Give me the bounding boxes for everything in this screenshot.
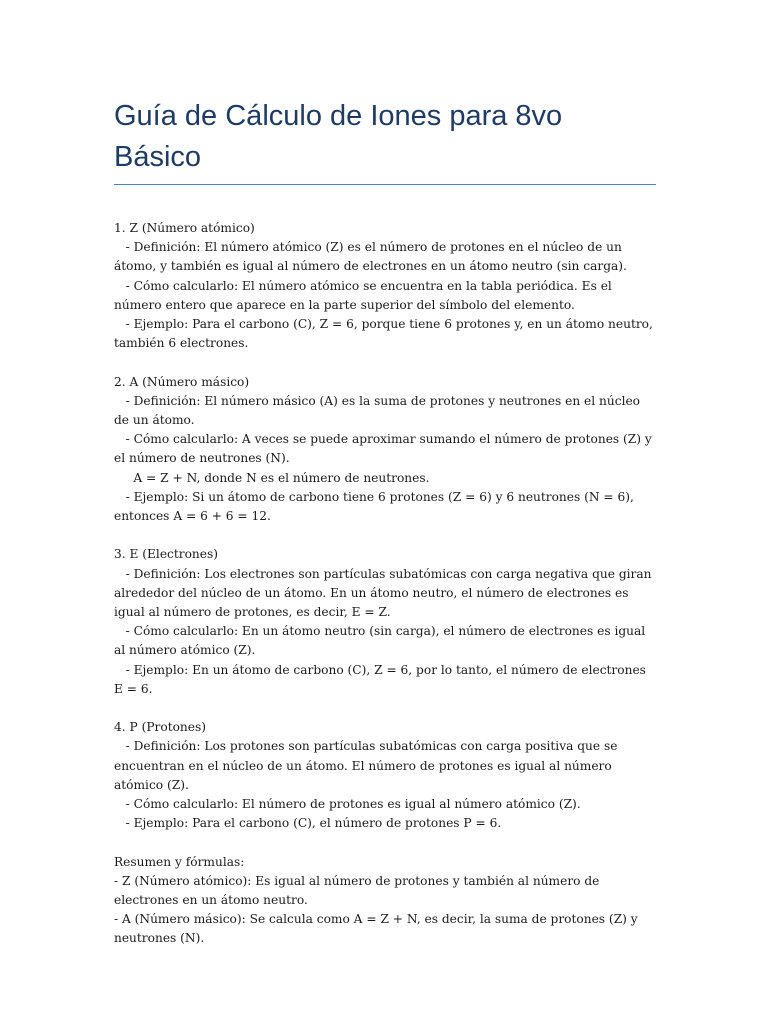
section-line: - Definición: Los electrones son partículas subatómicas con carga negativa que giran alrededor del núcleo de un átomo. En un átomo neutro, el número de electrones es igual al número de protones, es decir, E = Z. xyxy=(114,566,656,620)
summary-line: - A (Número másico): Se calcula como A = Z + N, es decir, la suma de protones (Z) y neutrones (N). xyxy=(114,912,642,946)
section-formula: A = Z + N, donde N es el número de neutrones. xyxy=(114,470,430,485)
document-title: Guía de Cálculo de Iones para 8vo Básico xyxy=(114,96,656,185)
section-line: - Ejemplo: Para el carbono (C), Z = 6, porque tiene 6 protones y, en un átomo neutro, también 6 electrones. xyxy=(114,317,657,351)
section-line: - Ejemplo: En un átomo de carbono (C), Z = 6, por lo tanto, el número de electrones E = 6. xyxy=(114,662,650,696)
section-heading: Resumen y fórmulas: xyxy=(114,854,245,869)
section-line: - Cómo calcularlo: A veces se puede aproximar sumando el número de protones (Z) y el número de neutrones (N). xyxy=(114,432,656,466)
section-heading: 4. P (Protones) xyxy=(114,720,207,735)
section-mass-number xyxy=(114,373,656,527)
summary-line: - Z (Número atómico): Es igual al número de protones y también al número de electrones en un átomo neutro. xyxy=(114,873,604,908)
document-page xyxy=(114,96,656,968)
section-atomic-number xyxy=(114,219,656,353)
section-heading: 2. A (Número másico) xyxy=(114,374,250,389)
section-heading: 3. E (Electrones) xyxy=(114,547,218,562)
section-line: - Cómo calcularlo: El número atómico se encuentra en la tabla periódica. Es el número entero que aparece en la parte superior del símbolo del elemento. xyxy=(114,278,616,312)
section-line: - Ejemplo: Para el carbono (C), el número de protones P = 6. xyxy=(114,816,502,831)
section-summary xyxy=(114,853,656,949)
section-line: - Ejemplo: Si un átomo de carbono tiene 6 protones (Z = 6) y 6 neutrones (N = 6), entonces A = 6 + 6 = 12. xyxy=(114,489,638,524)
section-electrons xyxy=(114,545,656,699)
section-protons xyxy=(114,718,656,833)
document-body xyxy=(114,219,656,949)
section-line: - Definición: Los protones son partículas subatómicas con carga positiva que se encuentran en el núcleo de un átomo. El número de protones es igual al número atómico (Z). xyxy=(114,739,622,792)
section-line: - Definición: El número atómico (Z) es el número de protones en el núcleo de un átomo, y también es igual al número de electrones en un átomo neutro (sin carga). xyxy=(114,240,627,274)
section-line: - Cómo calcularlo: El número de protones es igual al número atómico (Z). xyxy=(114,797,581,812)
section-line: - Cómo calcularlo: En un átomo neutro (sin carga), el número de electrones es igual al número atómico (Z). xyxy=(114,624,650,658)
section-heading: 1. Z (Número atómico) xyxy=(114,221,255,235)
section-line: - Definición: El número másico (A) es la suma de protones y neutrones en el núcleo de un átomo. xyxy=(114,393,644,428)
